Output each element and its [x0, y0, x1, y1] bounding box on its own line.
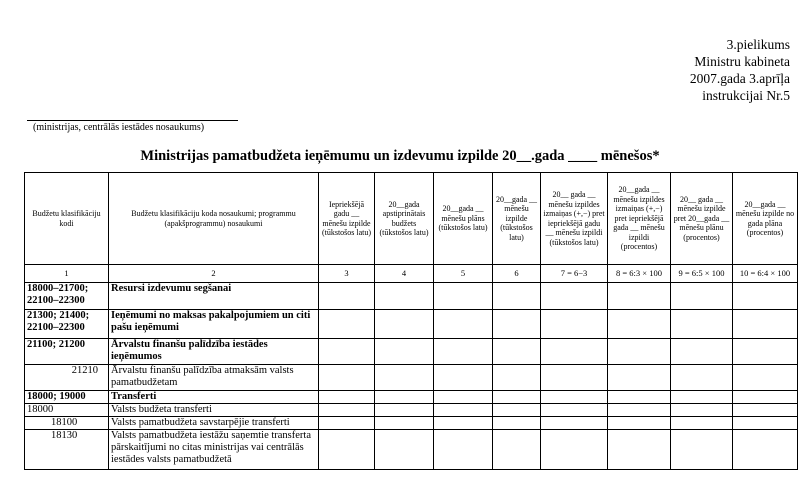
row-code: 21300; 21400; 22100–22300 — [25, 310, 109, 339]
data-cell[interactable] — [671, 391, 733, 404]
data-cell[interactable] — [375, 365, 434, 391]
data-cell[interactable] — [493, 339, 541, 365]
data-cell[interactable] — [671, 417, 733, 430]
header-row — [25, 173, 798, 265]
data-cell[interactable] — [733, 391, 798, 404]
row-code: 18000–21700; 22100–22300 — [25, 283, 109, 310]
data-cell[interactable] — [733, 339, 798, 365]
data-cell[interactable] — [434, 430, 493, 470]
row-code: 18130 — [25, 430, 109, 470]
data-cell[interactable] — [434, 404, 493, 417]
row-code: 21100; 21200 — [25, 339, 109, 365]
data-cell[interactable] — [541, 430, 608, 470]
data-cell[interactable] — [493, 417, 541, 430]
header-cell: 20__gada __ mēnešu plāns (tūkstošos latu) — [434, 173, 493, 265]
table-row — [25, 365, 798, 391]
row-code: 21210 — [25, 365, 109, 391]
header-cell: 20__gada __ mēnešu izpilde no gada plāna (procentos) — [733, 173, 798, 265]
data-cell[interactable] — [434, 391, 493, 404]
data-cell[interactable] — [608, 391, 671, 404]
budget-execution-table — [24, 172, 798, 470]
data-cell[interactable] — [541, 417, 608, 430]
data-cell[interactable] — [671, 430, 733, 470]
header-cell: Iepriekšējā gadu __ mēnešu izpilde (tūkstošos latu) — [319, 173, 375, 265]
data-cell[interactable] — [319, 417, 375, 430]
row-code: 18000; 19000 — [25, 391, 109, 404]
header-cell: 20__gada apstiprinātais budžets (tūkstošos latu) — [375, 173, 434, 265]
data-cell[interactable] — [434, 310, 493, 339]
data-cell[interactable] — [434, 283, 493, 310]
table-row — [25, 310, 798, 339]
data-cell[interactable] — [375, 417, 434, 430]
header-cell: 20__ gada __ mēnešu izpildes izmaiņas (+,−) pret iepriekšējā gadu __ mēnešu izpildi (tūkstošos latu) — [541, 173, 608, 265]
data-cell[interactable] — [319, 430, 375, 470]
row-name: Valsts pamatbudžeta savstarpējie transferti — [109, 417, 319, 430]
annex-line-2: Ministru kabineta — [694, 54, 790, 69]
data-cell[interactable] — [733, 310, 798, 339]
column-number: 8 = 6:3 × 100 — [608, 265, 671, 283]
header-cell: 20__gada __ mēnešu izpilde (tūkstošos latu) — [493, 173, 541, 265]
annex-line-3: 2007.gada 3.aprīļa — [689, 71, 790, 86]
data-cell[interactable] — [671, 365, 733, 391]
data-cell[interactable] — [541, 404, 608, 417]
data-cell[interactable] — [375, 310, 434, 339]
data-cell[interactable] — [733, 365, 798, 391]
data-cell[interactable] — [375, 391, 434, 404]
data-cell[interactable] — [493, 391, 541, 404]
header-cell: 20__ gada __ mēnešu izpilde pret 20__gada __ mēnešu plānu (procentos) — [671, 173, 733, 265]
table-row — [25, 339, 798, 365]
column-number: 6 — [493, 265, 541, 283]
ministry-name-caption: (ministrijas, centrālās iestādes nosaukums) — [33, 122, 205, 133]
column-number: 9 = 6:5 × 100 — [671, 265, 733, 283]
data-cell[interactable] — [608, 365, 671, 391]
data-cell[interactable] — [733, 430, 798, 470]
data-cell[interactable] — [319, 365, 375, 391]
data-cell[interactable] — [608, 310, 671, 339]
table-row — [25, 417, 798, 430]
row-name: Ieņēmumi no maksas pakalpojumiem un citi pašu ieņēmumi — [109, 310, 319, 339]
data-cell[interactable] — [375, 339, 434, 365]
data-cell[interactable] — [541, 283, 608, 310]
column-number: 2 — [109, 265, 319, 283]
column-number: 4 — [375, 265, 434, 283]
annex-line-1: 3.pielikums — [726, 37, 790, 52]
data-cell[interactable] — [671, 339, 733, 365]
data-cell[interactable] — [319, 391, 375, 404]
data-cell[interactable] — [375, 283, 434, 310]
data-cell[interactable] — [671, 283, 733, 310]
annex-line-4: instrukcijai Nr.5 — [702, 88, 790, 103]
table-row — [25, 430, 798, 470]
data-cell[interactable] — [733, 404, 798, 417]
data-cell[interactable] — [541, 339, 608, 365]
data-cell[interactable] — [608, 339, 671, 365]
data-cell[interactable] — [493, 365, 541, 391]
data-cell[interactable] — [434, 365, 493, 391]
data-cell[interactable] — [671, 310, 733, 339]
column-number-row — [25, 265, 798, 283]
data-cell[interactable] — [319, 310, 375, 339]
row-name: Ārvalstu finanšu palīdzība iestādes ieņēmumos — [109, 339, 319, 365]
header-cell: Budžetu klasifikāciju kodi — [25, 173, 109, 265]
row-name: Valsts budžeta transferti — [109, 404, 319, 417]
data-cell[interactable] — [733, 283, 798, 310]
row-name: Resursi izdevumu segšanai — [109, 283, 319, 310]
header-cell: Budžetu klasifikāciju koda nosaukumi; programmu (apakšprogrammu) nosaukumi — [109, 173, 319, 265]
data-cell[interactable] — [493, 283, 541, 310]
data-cell[interactable] — [541, 310, 608, 339]
data-cell[interactable] — [608, 404, 671, 417]
column-number: 5 — [434, 265, 493, 283]
header-cell: 20__gada __ mēnešu izpildes izmaiņas (+,−) pret iepriekšējā gada __ mēnešu izpildi (procentos) — [608, 173, 671, 265]
data-cell[interactable] — [319, 339, 375, 365]
data-cell[interactable] — [608, 430, 671, 470]
column-number: 1 — [25, 265, 109, 283]
data-cell[interactable] — [608, 283, 671, 310]
row-name: Valsts pamatbudžeta iestāžu saņemtie transferta pārskaitījumi no citas ministrijas vai centrālās iestādes valsts pamatbudžetā — [109, 430, 319, 470]
data-cell[interactable] — [493, 430, 541, 470]
ministry-name-line — [27, 120, 238, 121]
data-cell[interactable] — [434, 339, 493, 365]
table-row — [25, 391, 798, 404]
data-cell[interactable] — [493, 404, 541, 417]
data-cell[interactable] — [541, 391, 608, 404]
data-cell[interactable] — [541, 365, 608, 391]
annex-reference — [690, 36, 790, 104]
column-number: 3 — [319, 265, 375, 283]
data-cell[interactable] — [671, 404, 733, 417]
data-cell[interactable] — [319, 404, 375, 417]
data-cell[interactable] — [319, 283, 375, 310]
column-number: 7 = 6−3 — [541, 265, 608, 283]
row-code: 18000 — [25, 404, 109, 417]
data-cell[interactable] — [733, 417, 798, 430]
document-title: Ministrijas pamatbudžeta ieņēmumu un izdevumu izpilde 20__.gada ____ mēnešos* — [140, 148, 660, 164]
row-name: Ārvalstu finanšu palīdzība atmaksām valsts pamatbudžetam — [109, 365, 319, 391]
data-cell[interactable] — [434, 417, 493, 430]
data-cell[interactable] — [493, 310, 541, 339]
data-cell[interactable] — [375, 430, 434, 470]
table-row — [25, 404, 798, 417]
table-row — [25, 283, 798, 310]
row-name: Transferti — [109, 391, 319, 404]
data-cell[interactable] — [608, 417, 671, 430]
row-code: 18100 — [25, 417, 109, 430]
column-number: 10 = 6:4 × 100 — [733, 265, 798, 283]
data-cell[interactable] — [375, 404, 434, 417]
